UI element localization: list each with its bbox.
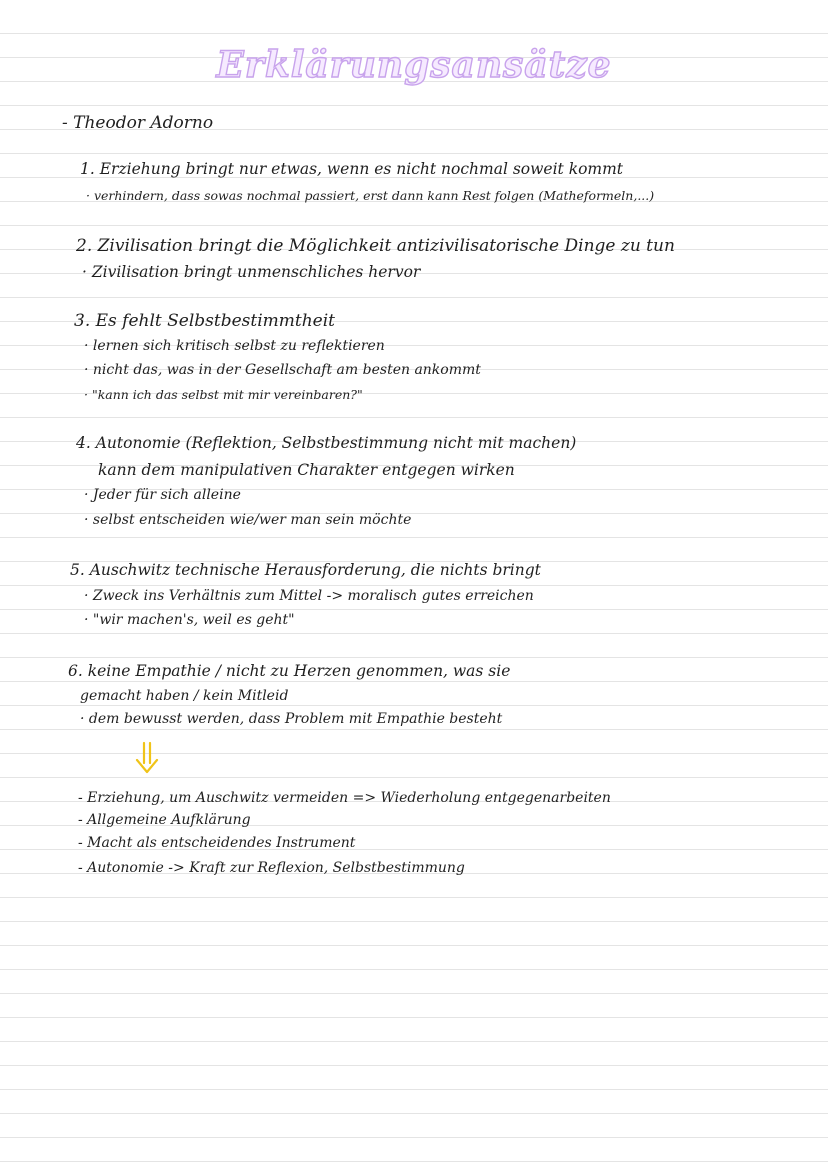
point-5-bullet-1: · Zweck ins Verhältnis zum Mittel -> moralisch gutes erreichen [84,588,534,604]
page-title: Erklärungsansätze [216,44,612,86]
point-5-bullet-2: · "wir machen's, weil es geht" [84,612,295,628]
point-3-bullet-1: · lernen sich kritisch selbst zu reflektieren [84,338,385,354]
point-4-bullet-2: · selbst entscheiden wie/wer man sein möchte [84,512,412,528]
point-2-heading: 2. Zivilisation bringt die Möglichkeit antizivilisatorische Dinge zu tun [76,236,675,256]
point-1-bullet-1: · verhindern, dass sowas nochmal passiert, erst dann kann Rest folgen (Matheformeln,...) [86,188,655,203]
conclusion-item-1: - Erziehung, um Auschwitz vermeiden => Wiederholung entgegenarbeiten [78,790,611,806]
conclusion-item-4: - Autonomie -> Kraft zur Reflexion, Selbstbestimmung [78,860,465,876]
point-4-heading: 4. Autonomie (Reflektion, Selbstbestimmung nicht mit machen) [76,434,577,452]
point-1-heading: 1. Erziehung bringt nur etwas, wenn es nicht nochmal soweit kommt [80,160,624,178]
conclusion-item-3: - Macht als entscheidendes Instrument [78,835,356,851]
point-6-bullet-1: · dem bewusst werden, dass Problem mit Empathie besteht [80,711,503,727]
point-3-heading: 3. Es fehlt Selbstbestimmtheit [74,311,336,331]
point-5-heading: 5. Auschwitz technische Herausforderung, die nichts bringt [70,561,541,579]
conclusion-item-2: - Allgemeine Aufklärung [78,812,251,828]
author-line: - Theodor Adorno [62,113,214,133]
double-down-arrow-icon [134,741,160,775]
point-6-heading-cont: gemacht haben / kein Mitleid [80,688,289,704]
point-6-heading: 6. keine Empathie / nicht zu Herzen genommen, was sie [68,662,511,680]
point-3-bullet-2: · nicht das, was in der Gesellschaft am besten ankommt [84,362,481,378]
point-4-bullet-1: · Jeder für sich alleine [84,487,241,503]
point-2-bullet-1: · Zivilisation bringt unmenschliches hervor [82,263,421,281]
point-4-heading-cont: kann dem manipulativen Charakter entgegen wirken [98,461,515,479]
point-3-bullet-3: · "kann ich das selbst mit mir vereinbaren?" [84,387,363,402]
